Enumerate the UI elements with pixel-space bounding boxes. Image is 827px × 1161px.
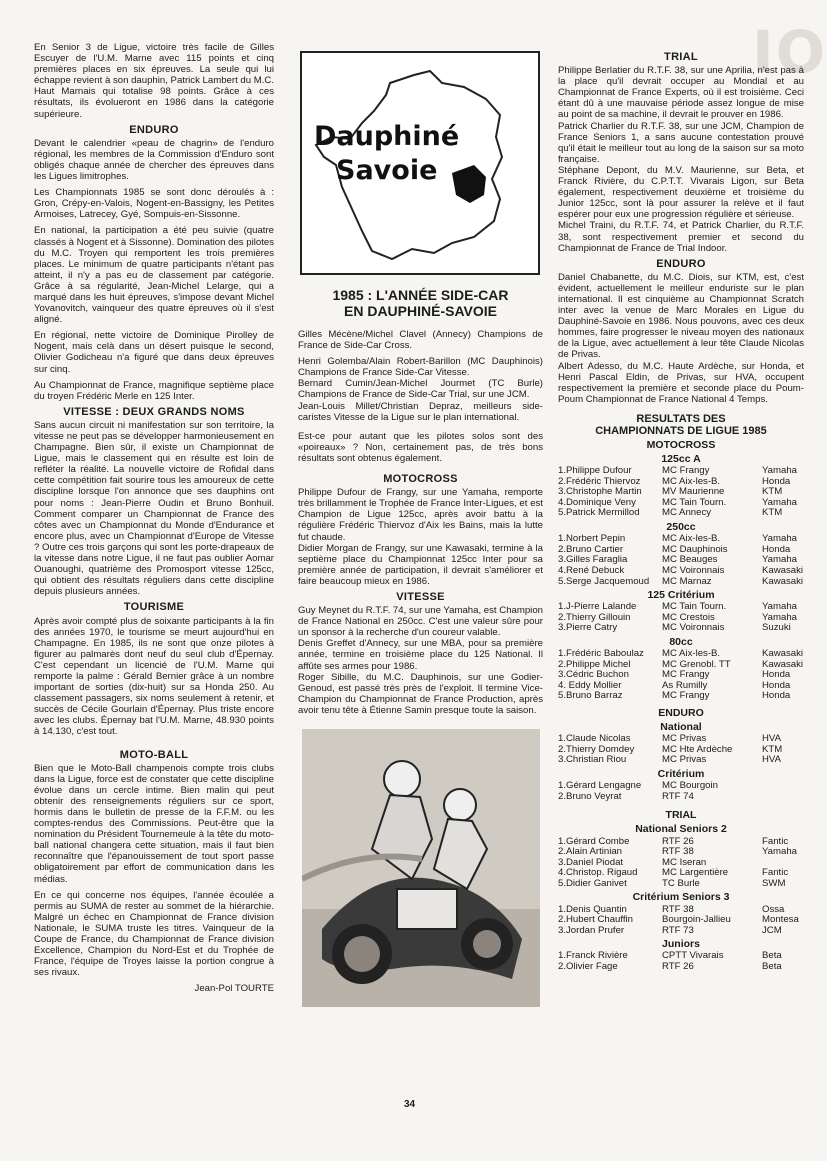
rider-name: 1.Franck Rivière <box>558 950 628 962</box>
results-table-125-criterium <box>558 602 797 634</box>
club-name: MC Grenobl. TT <box>662 658 731 670</box>
motorcycle-brand: SWM <box>762 877 786 889</box>
category-125a: 125cc A <box>661 453 701 465</box>
sidecar-photo <box>302 729 540 1007</box>
club-name: MC Tain Tourn. <box>662 496 727 508</box>
sidecar-paragraph-1: Gilles Mécène/Michel Clavel (Annecy) Champions de France de Side-Car Cross. <box>298 329 543 352</box>
rider-name: 1.Gérard Lengagne <box>558 780 642 792</box>
author-signature: Jean-Pol TOURTE <box>194 983 274 995</box>
enduro-heading: ENDURO <box>129 123 179 136</box>
motorcycle-brand: Montesa <box>762 914 799 926</box>
club-name: MC Voironnais <box>662 622 725 634</box>
club-name: RTF 73 <box>662 924 694 936</box>
motorcycle-brand: Yamaha <box>762 554 798 566</box>
results-table-80 <box>558 649 803 702</box>
rider-name: 1.Frédéric Baboulaz <box>558 648 644 660</box>
enduro-paragraph-2: Les Championnats 1985 se sont donc déroulés à : Gron, Crépy-en-Valois, Nogent-en-Bassigny, les Petites Armoises, Latrecey, Gyé, Sompuis-en-Sissonne. <box>34 187 274 221</box>
motorcycle-brand: Kawasaki <box>762 564 804 576</box>
category-criterium-seniors-3: Critérium Seniors 3 <box>632 891 730 904</box>
enduro-paragraph-1: Devant le calendrier «peau de chagrin» de l'enduro régional, les membres de la Commission d'Enduro sont obligés chaque année de chercher des épreuves dans les Ligues limitrophes. <box>34 137 274 183</box>
rider-name: 1.Denis Quantin <box>558 903 627 915</box>
club-name: MC Beauges <box>662 554 718 566</box>
club-name: As Rumilly <box>662 679 708 691</box>
results-table-national <box>558 734 782 766</box>
club-name: MC Aix-les-B. <box>662 648 721 660</box>
trial-paragraph-3: Stéphane Depont, du M.V. Maurienne, sur Beta, et Franck Rivière, du C.P.T.T. Vivarais Ligon, sur Beta également, respectivement deuxième et troisième du Junior 125cc, sont là pour assurer la relève et il faut espérer pour eux une progression régulière et sérieuse. <box>558 164 804 221</box>
club-name: TC Burle <box>662 877 700 889</box>
club-name: MC Crestois <box>662 611 715 623</box>
motorcycle-brand: Honda <box>762 669 791 681</box>
vitesse-paragraph-3: Roger Sibille, du M.C. Dauphinois, sur une Godier-Genoud, est passé très près de l'exploit. Il termine Vice-Champion du Championnat de France Production, après avoir tenu tête à Étienne Samin presque toute la saison. <box>298 671 543 716</box>
senior3-paragraph: En Senior 3 de Ligue, victoire très facile de Gilles Escuyer de l'U.M. Marne avec 115 points et cinq premières places en six épreuves. La seule qui lui échappe revient à son dauphin, Patrick Lambert du M.C. Haut Marnais qui totalise 98 points. Grâce à ces résultats, ils évolueront en 1986 dans la catégorie supérieure. <box>34 42 274 120</box>
motorcycle-brand: Honda <box>762 475 791 487</box>
vitesse-heading-2: VITESSE <box>396 590 445 603</box>
enduro-paragraph-b: Albert Adesso, du M.C. Haute Ardèche, sur Honda, et Henri Pascal Eldin, de Privas, sur HVA, occupent respectivement la première et seconde place du Poum-Poum Championnat de France National 4 Temps. <box>558 360 804 405</box>
bleed-through-heading: IO <box>752 18 827 86</box>
motorcycle-brand: Kawasaki <box>762 575 804 587</box>
motocross-paragraph-2: Didier Morgan de Frangy, sur une Kawasaki, termine à la septième place du Championnat 125cc Inter pour sa première année de participation, il devrait s'améliorer et faire beaucoup mieux en 1986. <box>298 542 543 587</box>
motorcycle-brand: KTM <box>762 507 783 519</box>
result-row <box>558 577 803 588</box>
club-name: Bourgoin-Jallieu <box>662 914 731 926</box>
article-title-line-2: EN DAUPHINÉ-SAVOIE <box>344 303 497 319</box>
rider-name: 4.Dominique Veny <box>558 496 636 508</box>
results-table-125a <box>558 466 797 519</box>
rider-name: 3.Jordan Prufer <box>558 924 625 936</box>
results-title-line-2: CHAMPIONNATS DE LIGUE 1985 <box>595 424 767 437</box>
motorcycle-brand: Yamaha <box>762 846 798 858</box>
motocross-paragraph-1: Philippe Dufour de Frangy, sur une Yamaha, remporte très brillamment le Trophée de France Inter-Ligues, et est Champion de Ligue 125cc, après avoir battu à la régulière Frédéric Thiervoz d'Aix les Bains, mais la lutte fut chaude. <box>298 487 543 543</box>
trial-paragraph-2: Patrick Charlier du R.T.F. 38, sur une JCM, Champion de France Seniors 1, a sans aucune contestation prouvé qu'il était le meilleur tout au long de la saison sur sa moto française. <box>558 120 804 165</box>
result-row <box>558 879 797 890</box>
rider-name: 2.Hubert Chauffin <box>558 914 634 926</box>
result-row <box>558 508 797 519</box>
rider-name: 2.Bruno Cartier <box>558 543 624 555</box>
results-enduro-heading: ENDURO <box>658 707 704 720</box>
vitesse-paragraph-2: Denis Greffet d'Annecy, sur une MBA, pour sa première année, termine en troisième place du 125 National. Il affûte ses armes pour 1986. <box>298 638 543 672</box>
category-national: National <box>660 721 702 734</box>
motorcycle-brand: HVA <box>762 754 782 766</box>
club-name: MC Aix-les-B. <box>662 533 721 545</box>
enduro-heading-2: ENDURO <box>656 257 706 270</box>
enduro-paragraph-3: En national, la participation a été peu suivie (quatre classés à Nogent et à Sissonne). Domination des pilotes du M.C. Troyen qui remportent les trois premières places. Le minimum de quatre participants n'étant pas atteint, il n'y a pas eu de classement par catégorie. Grâce à sa régularité, Jean-Michel Lelarge, qui a marqué dans les huit épreuves, s'impose devant Michel Yovanovitch, vainqueur des quatre épreuves où il s'est aligné. <box>34 225 274 326</box>
category-national-seniors-2: National Seniors 2 <box>635 823 727 836</box>
results-title <box>558 413 804 437</box>
motorcycle-brand: Fantic <box>762 835 789 847</box>
rider-name: 2.Bruno Veyrat <box>558 790 622 802</box>
rider-name: 3.Gilles Faraglia <box>558 554 628 566</box>
club-name: MC Frangy <box>662 465 710 477</box>
motoball-heading: MOTO-BALL <box>119 748 189 761</box>
club-name: MC Largentière <box>662 867 729 879</box>
club-name: CPTT Vivarais <box>662 950 724 962</box>
club-name: MC Frangy <box>662 690 710 702</box>
motorcycle-brand: Fantic <box>762 867 789 879</box>
category-juniors: Juniors <box>662 938 700 951</box>
motorcycle-brand: Beta <box>762 961 782 973</box>
sidecar-paragraph-5: Est-ce pour autant que les pilotes solos sont des «poireaux» ? Non, certainement pas, de très bons résultats sont obtenus également. <box>298 430 543 464</box>
rider-name: 2.Thierry Domdey <box>558 743 635 755</box>
category-250: 250cc <box>666 521 696 534</box>
rider-name: 1.Philippe Dufour <box>558 465 632 477</box>
column-results <box>558 42 804 974</box>
club-name: MC Bourgoin <box>662 780 718 792</box>
rider-name: 5.Patrick Mermillod <box>558 507 640 519</box>
motorcycle-brand: KTM <box>762 486 783 498</box>
club-name: MC Marnaz <box>662 575 712 587</box>
rider-name: 3.Christophe Martin <box>558 486 642 498</box>
club-name: MC Aix-les-B. <box>662 475 721 487</box>
column-champagne <box>34 42 274 995</box>
motorcycle-brand: Honda <box>762 679 791 691</box>
club-name: MV Maurienne <box>662 486 725 498</box>
club-name: RTF 38 <box>662 846 694 858</box>
club-name: MC Dauphinois <box>662 543 728 555</box>
enduro-paragraph-5: Au Championnat de France, magnifique septième place du troyen Frédéric Merle en 125 Inter. <box>34 379 274 402</box>
club-name: RTF 26 <box>662 961 694 973</box>
motorcycle-brand: Kawasaki <box>762 648 804 660</box>
club-name: MC Privas <box>662 754 707 766</box>
motorcycle-brand: Yamaha <box>762 496 798 508</box>
motorcycle-brand: Ossa <box>762 903 785 915</box>
category-125-criterium: 125 Critérium <box>647 589 715 602</box>
motorcycle-brand: Honda <box>762 690 791 702</box>
region-map-box <box>300 51 540 275</box>
motorcycle-brand: KTM <box>762 743 783 755</box>
motorcycle-brand: Beta <box>762 950 782 962</box>
trial-paragraph-4: Michel Traini, du R.T.F. 74, et Patrick Charlier, du R.T.F. 38, sont respectivement premier et second du Championnat de France de Trial Indoor. <box>558 220 804 254</box>
club-name: MC Tain Tourn. <box>662 601 727 613</box>
enduro-paragraph-a: Daniel Chabanette, du M.C. Diois, sur KTM, est, c'est évident, actuellement le meilleur enduriste sur le plan international. Il est cinquième au Championnat Scratch inter avec la venue de Marc Morales en Ligue du Dauphiné-Savoie en 1986. Nous pouvons, avec ces deux hommes, faire progresser le niveau moyen des nationaux de la Ligue, avec actuellement à leur tête Claude Nicolas de Privas. <box>558 271 804 361</box>
results-motocross-heading: MOTOCROSS <box>646 438 716 451</box>
motorcycle-brand: Yamaha <box>762 601 798 613</box>
result-row <box>558 566 803 577</box>
rider-name: 3.Christian Riou <box>558 754 627 766</box>
sidecar-paragraph-3: Bernard Cumin/Jean-Michel Jourmet (TC Burle) Champions de France de Side-Car Trial, sur une JCM. <box>298 378 543 401</box>
tourisme-paragraph: Après avoir compté plus de soixante participants à la fin des années 1970, le tourisme se meurt aujourd'hui en Champagne. En 1985, ils ne sont que onze pilotes à figurer au palmarès dont neuf du seul club d'Épernay. C'est cependant un licencié de l'U.M. Marne qui remporte la palme : Gérald Bernier grâce à un nombre important de sorties (dix-huit) sur sa Honda 250. Au classement passagers, six noms seulement à retenir, et succès de Cécile Gourlain d'Épernay. Plus triste encore avec les clubs. Épernay bat l'U.M. Marne, 48.930 points à 14.130, c'est tout. <box>34 615 274 738</box>
results-table-national-seniors-2 <box>558 837 797 890</box>
club-name: MC Privas <box>662 733 707 745</box>
motorcycle-brand: Kawasaki <box>762 658 804 670</box>
tourisme-heading: TOURISME <box>123 601 185 614</box>
rider-name: 4. Eddy Mollier <box>558 679 622 691</box>
vitesse-heading: VITESSE : DEUX GRANDS NOMS <box>63 405 245 418</box>
rider-name: 1.Gérard Combe <box>558 835 630 847</box>
rider-name: 2.Philippe Michel <box>558 658 631 670</box>
result-row <box>558 691 803 702</box>
region-highlight <box>452 165 486 203</box>
club-name: RTF 74 <box>662 790 694 802</box>
results-table-250 <box>558 534 803 587</box>
rider-name: 2.Olivier Fage <box>558 961 618 973</box>
rider-name: 5.Didier Ganivet <box>558 877 627 889</box>
results-table-criterium <box>558 781 762 802</box>
motoball-paragraph-2: En ce qui concerne nos équipes, l'année écoulée a permis au SUMA de rester au sommet de la hiérarchie. Malgré un échec en Championnat de France division Nationale, le SUMA truste les titres. Vainqueur de la Coupe de France, du Championnat de France division Excellence, Champion du Nord-Est et du Trophée de France, l'équipe de Troyes laisse la portion congrue à ses rivaux. <box>34 889 274 979</box>
rider-name: 2.Alain Artinian <box>558 846 622 858</box>
map-title-line-1: Dauphiné <box>314 121 460 152</box>
motorcycle-brand: Honda <box>762 543 791 555</box>
article-title-line-1: 1985 : L'ANNÉE SIDE-CAR <box>332 287 509 303</box>
rider-name: 3.Cédric Buchon <box>558 669 629 681</box>
sidecar-paragraph-4: Jean-Louis Millet/Christian Depraz, meilleurs side-caristes Vitesse de la Ligue sur le plan international. <box>298 400 543 423</box>
rider-name: 1.Norbert Pepin <box>558 533 626 545</box>
club-name: MC Iseran <box>662 856 707 868</box>
results-trial-heading: TRIAL <box>665 809 697 822</box>
result-row <box>558 792 762 803</box>
results-table-criterium-seniors-3 <box>558 905 799 937</box>
trial-paragraph-1: Philippe Berlatier du R.T.F. 38, sur une Aprilia, n'est pas à la place qu'il devrait occuper au Mondial et au Championnat de France Experts, où il est troisième. Ceci étant dû à une mauvaise période assez longue de mise au point de sa machine, il devrait le prouver en 1986. <box>558 65 804 121</box>
club-name: MC Annecy <box>662 507 712 519</box>
rider-name: 3.Pierre Catry <box>558 622 618 634</box>
club-name: RTF 38 <box>662 903 694 915</box>
rider-name: 4.René Debuck <box>558 564 625 576</box>
vitesse-paragraph-1: Guy Meynet du R.T.F. 74, sur une Yamaha, est Champion de France National en 250cc. C'est une valeur sûre pour un sponsor à la recherche d'un coureur valable. <box>298 605 543 639</box>
result-row <box>558 755 782 766</box>
category-80: 80cc <box>669 636 693 648</box>
motoball-paragraph-1: Bien que le Moto-Ball champenois compte trois clubs dans la Ligue, force est de constater que cette discipline évolue dans un cercle intime. Bien malin qui peut obtenir des renseignements réguliers sur ce sport, hormis dans le bulletin de presse de la F.F.M. ou les comptes-rendus des Commissions. Peut-être que la nomination du Président Tournemeule à la tête du moto-ball national changera cette situation, mais il faut bien reconnaître que l'épanouissement de tout sport passe obligatoirement par effort de communication dans les médias. <box>34 762 274 885</box>
result-row <box>558 926 799 937</box>
vitesse-paragraph: Sans aucun circuit ni manifestation sur son territoire, la vitesse ne peut pas se développer harmonieusement en Champagne. Bien sûr, il existe un Championnat de Ligue, mais le classement qui en résulte est loin de refléter la réalité. La nouvelle victoire de Rofidal dans cette compétition fait sourire tous les amoureux de cette discipline lorsque l'on annonce que ses dauphins ont pour noms : Jean-Pierre Oudin et Bruno Bonhuil. Comment comparer un Championnat de France des côtes avec un Championnat du Monde d'Endurance et encore plus, avec un Championnat d'Europe de Vitesse ? Outre ces trois garçons qui sont les porte-drapeaux de la vitesse dans notre Ligue, il ne faut pas oublier Aomar Ouanoughi, quatrième des Promosport vitesse 125cc, qui obtient des résultats réguliers dans cette discipline depuis plusieurs années. <box>34 419 274 598</box>
motorcycle-brand: Yamaha <box>762 533 798 545</box>
result-row <box>558 962 782 973</box>
rider-name: 1.J-Pierre Lalande <box>558 601 637 613</box>
results-title-line-1: RESULTATS DES <box>636 412 726 425</box>
motorcycle-brand: Yamaha <box>762 465 798 477</box>
enduro-paragraph-4: En régional, nette victoire de Dominique Pirolley de Nogent, mais celà dans un désert puisque le second, Olivier Godicheau n'a figuré que dans deux épreuves sur cinq. <box>34 330 274 375</box>
rider-name: 3.Daniel Piodat <box>558 856 624 868</box>
motorcycle-brand: JCM <box>762 924 782 936</box>
result-row <box>558 623 797 634</box>
rider-name: 4.Christop. Rigaud <box>558 867 638 879</box>
category-criterium: Critérium <box>657 768 705 781</box>
map-title-line-2: Savoie <box>336 155 438 186</box>
rider-name: 5.Serge Jacquemoud <box>558 575 650 587</box>
results-table-juniors <box>558 951 782 972</box>
rider-name: 5.Bruno Barraz <box>558 690 623 702</box>
page-number: 34 <box>404 1099 416 1110</box>
club-name: MC Frangy <box>662 669 710 681</box>
club-name: MC Hte Ardèche <box>662 743 733 755</box>
trial-heading: TRIAL <box>664 51 698 63</box>
motocross-heading: MOTOCROSS <box>383 473 458 486</box>
motorcycle-brand: Yamaha <box>762 611 798 623</box>
motorcycle-brand: HVA <box>762 733 782 745</box>
motorcycle-brand: Suzuki <box>762 622 791 634</box>
club-name: RTF 26 <box>662 835 694 847</box>
article-title <box>298 287 543 319</box>
club-name: MC Voironnais <box>662 564 725 576</box>
sidecar-paragraph-2: Henri Golemba/Alain Robert-Barillon (MC Dauphinois) Champions de France Side-Car Vitesse. <box>298 356 543 379</box>
rider-name: 2.Thierry Gillouin <box>558 611 631 623</box>
column-dauphine <box>298 42 543 1010</box>
rider-name: 2.Frédéric Thiervoz <box>558 475 641 487</box>
rider-name: 1.Claude Nicolas <box>558 733 631 745</box>
